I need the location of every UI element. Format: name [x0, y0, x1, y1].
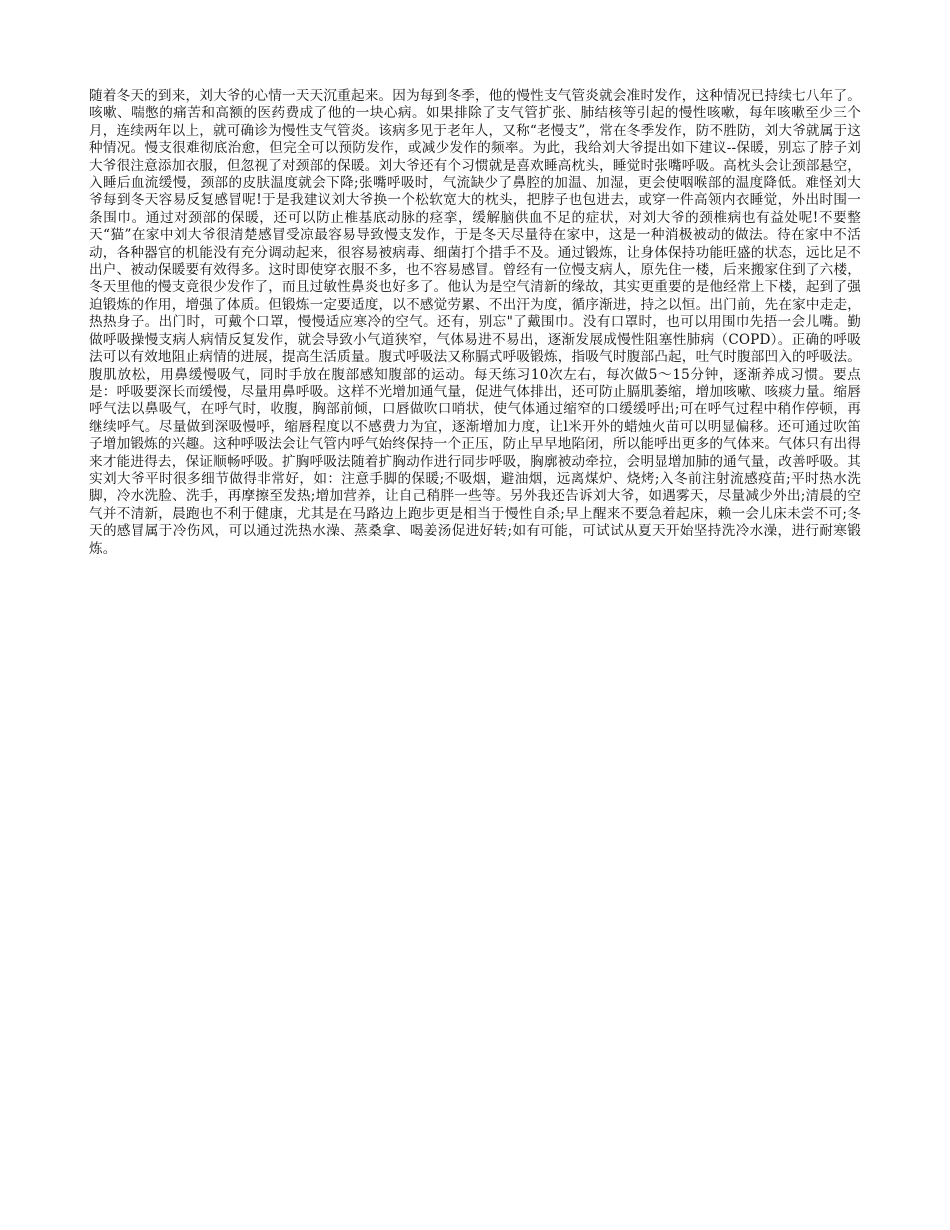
document-page	[89, 88, 861, 558]
body-paragraph: 随着冬天的到来，刘大爷的心情一天天沉重起来。因为每到冬季，他的慢性支气管炎就会准时发作，这种情况已持续七八年了。咳嗽、喘憋的痛苦和高额的医药费成了他的一块心病。如果排除了支气管扩张、肺结核等引起的慢性咳嗽，每年咳嗽至少三个月，连续两年以上，就可确诊为慢性支气管炎。该病多见于老年人，又称“老慢支”，常在冬季发作，防不胜防，刘大爷就属于这种情况。慢支很难彻底治愈，但完全可以预防发作，或减少发作的频率。为此，我给刘大爷提出如下建议--保暖，别忘了脖子刘大爷很注意添加衣服，但忽视了对颈部的保暖。刘大爷还有个习惯就是喜欢睡高枕头，睡觉时张嘴呼吸。高枕头会让颈部悬空，入睡后血流缓慢，颈部的皮肤温度就会下降;张嘴呼吸时，气流缺少了鼻腔的加温、加湿，更会使咽喉部的温度降低。难怪刘大爷每到冬天容易反复感冒呢!于是我建议刘大爷换一个松软宽大的枕头，把脖子也包进去，或穿一件高领内衣睡觉，外出时围一条围巾。通过对颈部的保暖，还可以防止椎基底动脉的痉挛，缓解脑供血不足的症状，对刘大爷的颈椎病也有益处呢!不要整天“猫”在家中刘大爷很清楚感冒受凉最容易导致慢支发作，于是冬天尽量待在家中，这是一种消极被动的做法。待在家中不活动，各种器官的机能没有充分调动起来，很容易被病毒、细菌打个措手不及。通过锻炼，让身体保持功能旺盛的状态，远比足不出户、被动保暖要有效得多。这时即使穿衣服不多，也不容易感冒。曾经有一位慢支病人，原先住一楼，后来搬家住到了六楼，冬天里他的慢支竟很少发作了，而且过敏性鼻炎也好多了。他认为是空气清新的缘故，其实更重要的是他经常上下楼，起到了强迫锻炼的作用，增强了体质。但锻炼一定要适度，以不感觉劳累、不出汗为度，循序渐进，持之以恒。出门前，先在家中走走，热热身子。出门时，可戴个口罩，慢慢适应寒冷的空气。还有，别忘"了戴围巾。没有口罩时，也可以用围巾先捂一会儿嘴。勤做呼吸操慢支病人病情反复发作，就会导致小气道狭窄，气体易进不易出，逐渐发展成慢性阻塞性肺病（COPD）。正确的呼吸法可以有效地阻止病情的进展，提高生活质量。腹式呼吸法又称膈式呼吸锻炼，指吸气时腹部凸起，吐气时腹部凹入的呼吸法。腹肌放松，用鼻缓慢吸气，同时手放在腹部感知腹部的运动。每天练习10次左右，每次做5～15分钟，逐渐养成习惯。要点是：呼吸要深长而缓慢，尽量用鼻呼吸。这样不光增加通气量，促进气体排出，还可防止膈肌萎缩，增加咳嗽、咳痰力量。缩唇呼气法以鼻吸气，在呼气时，收腹，胸部前倾，口唇做吹口哨状，使气体通过缩窄的口缓缓呼出;可在呼气过程中稍作停顿，再继续呼气。尽量做到深吸慢呼，缩唇程度以不感费力为宜，逐渐增加力度，让l米开外的蜡烛火苗可以明显偏移。还可通过吹笛子增加锻炼的兴趣。这种呼吸法会让气管内呼气始终保持一个正压，防止早早地陷闭，所以能呼出更多的气体来。气体只有出得来才能进得去，保证顺畅呼吸。扩胸呼吸法随着扩胸动作进行同步呼吸，胸廓被动牵拉，会明显增加肺的通气量，改善呼吸。其实刘大爷平时很多细节做得非常好，如：注意手脚的保暖;不吸烟，避油烟，远离煤炉、烧烤;入冬前注射流感疫苗;平时热水洗脚，冷水洗脸、洗手，再摩擦至发热;增加营养，让自己稍胖一些等。另外我还告诉刘大爷，如遇雾天，尽量减少外出;清晨的空气并不清新，晨跑也不利于健康，尤其是在马路边上跑步更是相当于慢性自杀;早上醒来不要急着起床，赖一会儿床未尝不可;冬天的感冒属于冷伤风，可以通过洗热水澡、蒸桑拿、喝姜汤促进好转;如有可能，可试试从夏天开始坚持洗冷水澡，进行耐寒锻炼。	[89, 88, 861, 557]
